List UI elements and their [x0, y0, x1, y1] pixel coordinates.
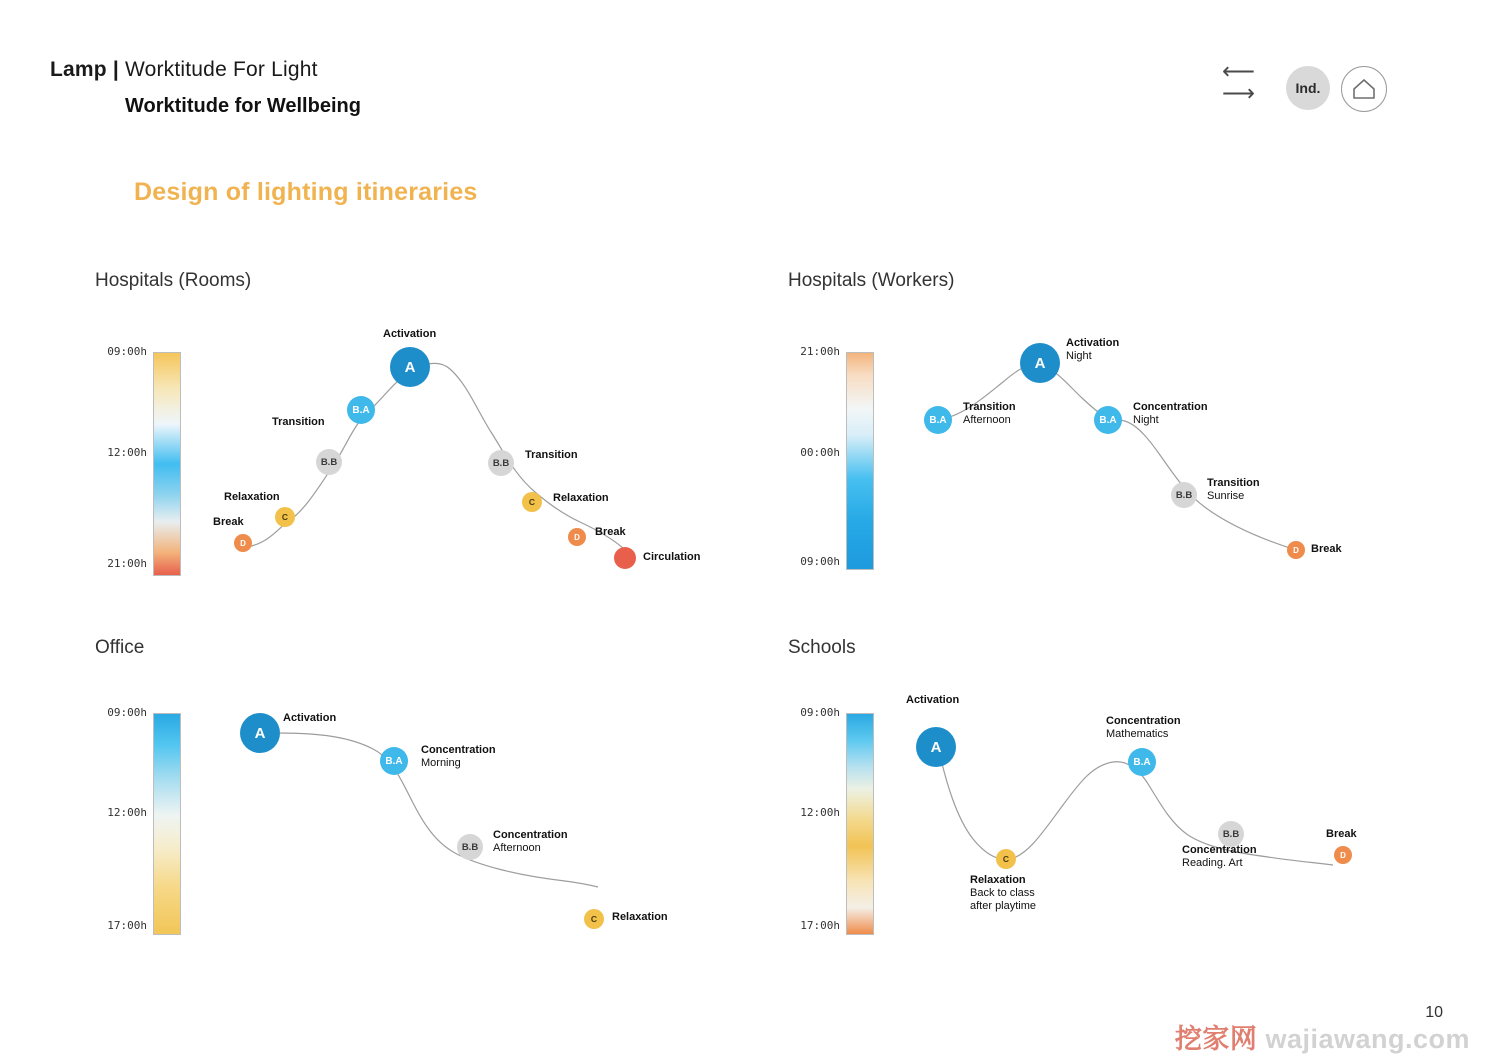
node-c[interactable]: C [996, 849, 1016, 869]
label-line-3: after playtime [970, 900, 1037, 912]
label-line-2: Sunrise [1207, 490, 1245, 502]
scale-label-mid: 00:00h [800, 446, 840, 459]
chart-hospitals-workers [788, 270, 1448, 590]
home-button[interactable] [1341, 66, 1387, 112]
label-line-1: Concentration [421, 744, 496, 756]
node-d[interactable]: D [1334, 846, 1352, 864]
scale-label-mid: 12:00h [107, 806, 147, 819]
scale-label-bottom: 17:00h [107, 919, 147, 932]
node-bb-label [1207, 477, 1260, 503]
label-line-1: Concentration [493, 829, 568, 841]
label-line-2: Night [1066, 350, 1092, 362]
itinerary-curve [95, 270, 755, 590]
node-a[interactable]: A [1020, 343, 1060, 383]
node-d-label [1326, 828, 1357, 841]
node-a-label [283, 712, 336, 725]
page-subtitle: Worktitude for Wellbeing [125, 95, 361, 117]
label-line-2: Mathematics [1106, 728, 1169, 740]
chart-office [95, 637, 755, 947]
node-a-label [1066, 337, 1119, 363]
brand-name: Lamp | [50, 58, 119, 81]
node-d-right[interactable]: D [568, 528, 586, 546]
scale-label-mid: 12:00h [107, 446, 147, 459]
label-line-1: Break [213, 516, 244, 528]
scale-label-mid: 12:00h [800, 806, 840, 819]
node-bb[interactable]: B.B [1218, 821, 1244, 847]
node-d-left[interactable]: D [234, 534, 252, 552]
index-button[interactable]: Ind. [1286, 66, 1330, 110]
label-line-1: Circulation [643, 551, 701, 563]
label-line-2: Back to class [970, 887, 1035, 899]
node-ba-right-label [1133, 401, 1208, 427]
node-ba[interactable]: B.A [1128, 748, 1156, 776]
page-header-title [50, 58, 318, 82]
chart-schools [788, 637, 1468, 947]
section-title: Design of lighting itineraries [134, 178, 478, 206]
label-line-2: Reading. Art [1182, 857, 1243, 869]
node-circulation[interactable] [614, 547, 636, 569]
label-line-1: Transition [272, 416, 325, 428]
panel-hospitals-rooms [95, 270, 755, 590]
node-ba-right[interactable]: B.A [1094, 406, 1122, 434]
node-a-label [383, 328, 436, 341]
node-bb-label [1182, 844, 1257, 870]
label-line-1: Break [1326, 828, 1357, 840]
panel-hospitals-workers [788, 270, 1448, 590]
label-line-1: Transition [525, 449, 578, 461]
label-line-2: Afternoon [963, 414, 1011, 426]
brand-tagline: Worktitude For Light [118, 58, 318, 81]
node-d-label [1311, 543, 1342, 556]
node-d-left-label [213, 516, 244, 529]
node-d[interactable]: D [1287, 541, 1305, 559]
itinerary-curve [95, 637, 755, 947]
node-ba-left-label [963, 401, 1016, 427]
panel-title: Office [95, 637, 145, 658]
node-bb-left[interactable]: B.B [316, 449, 342, 475]
node-bb[interactable]: B.B [457, 834, 483, 860]
node-c[interactable]: C [584, 909, 604, 929]
itinerary-curve [788, 637, 1468, 947]
node-c-label [612, 911, 668, 924]
node-ba-label [421, 744, 496, 770]
label-line-1: Concentration [1106, 715, 1181, 727]
node-ba[interactable]: B.A [347, 396, 375, 424]
node-d-right-label [595, 526, 626, 539]
panel-title: Hospitals (Workers) [788, 270, 955, 291]
watermark-en: wajiawang.com [1265, 1024, 1470, 1054]
home-icon [1352, 78, 1376, 100]
node-ba-label [272, 416, 325, 429]
scale-label-top: 09:00h [107, 345, 147, 358]
label-line-1: Break [1311, 543, 1342, 555]
label-line-1: Activation [906, 694, 960, 706]
panel-office [95, 637, 755, 947]
chart-hospitals-rooms [95, 270, 755, 590]
node-ba[interactable]: B.A [380, 747, 408, 775]
label-line-1: Activation [1066, 337, 1120, 349]
scale-label-bottom: 09:00h [800, 555, 840, 568]
node-c-left[interactable]: C [275, 507, 295, 527]
navigation-arrows [1222, 60, 1268, 108]
scale-label-bottom: 21:00h [107, 557, 147, 570]
node-a-label [906, 694, 959, 707]
node-bb-right[interactable]: B.B [488, 450, 514, 476]
label-line-1: Relaxation [224, 491, 280, 503]
node-bb-right-label [525, 449, 578, 462]
watermark [1175, 1017, 1470, 1056]
panel-title: Hospitals (Rooms) [95, 270, 252, 291]
itinerary-curve [788, 270, 1448, 590]
label-line-1: Transition [963, 401, 1016, 413]
node-c-right-label [553, 492, 609, 505]
node-ba-label [1106, 715, 1181, 741]
scale-label-top: 21:00h [800, 345, 840, 358]
forward-arrow-icon[interactable]: ⟶ [1222, 80, 1253, 106]
node-a[interactable]: A [390, 347, 430, 387]
label-line-1: Relaxation [612, 911, 668, 923]
node-c-label [970, 874, 1036, 913]
label-line-1: Relaxation [970, 874, 1026, 886]
node-c-right[interactable]: C [522, 492, 542, 512]
label-line-1: Break [595, 526, 626, 538]
page-number: 10 [1425, 1004, 1443, 1021]
watermark-cn: 挖家网 [1174, 1024, 1258, 1054]
node-bb[interactable]: B.B [1171, 482, 1197, 508]
node-a[interactable]: A [240, 713, 280, 753]
label-line-1: Concentration [1133, 401, 1208, 413]
scale-label-bottom: 17:00h [800, 919, 840, 932]
node-circulation-label [643, 551, 700, 564]
node-a[interactable]: A [916, 727, 956, 767]
label-line-1: Activation [383, 328, 437, 340]
scale-label-top: 09:00h [800, 706, 840, 719]
label-line-1: Transition [1207, 477, 1260, 489]
node-c-left-label [224, 491, 280, 504]
label-line-1: Relaxation [553, 492, 609, 504]
panel-title: Schools [788, 637, 856, 658]
panel-schools [788, 637, 1468, 947]
label-line-2: Night [1133, 414, 1159, 426]
back-arrow-icon[interactable]: ⟵ [1222, 58, 1253, 84]
label-line-1: Concentration [1182, 844, 1257, 856]
node-bb-label [493, 829, 568, 855]
scale-label-top: 09:00h [107, 706, 147, 719]
node-ba-left[interactable]: B.A [924, 406, 952, 434]
label-line-2: Morning [421, 757, 461, 769]
label-line-1: Activation [283, 712, 337, 724]
label-line-2: Afternoon [493, 842, 541, 854]
